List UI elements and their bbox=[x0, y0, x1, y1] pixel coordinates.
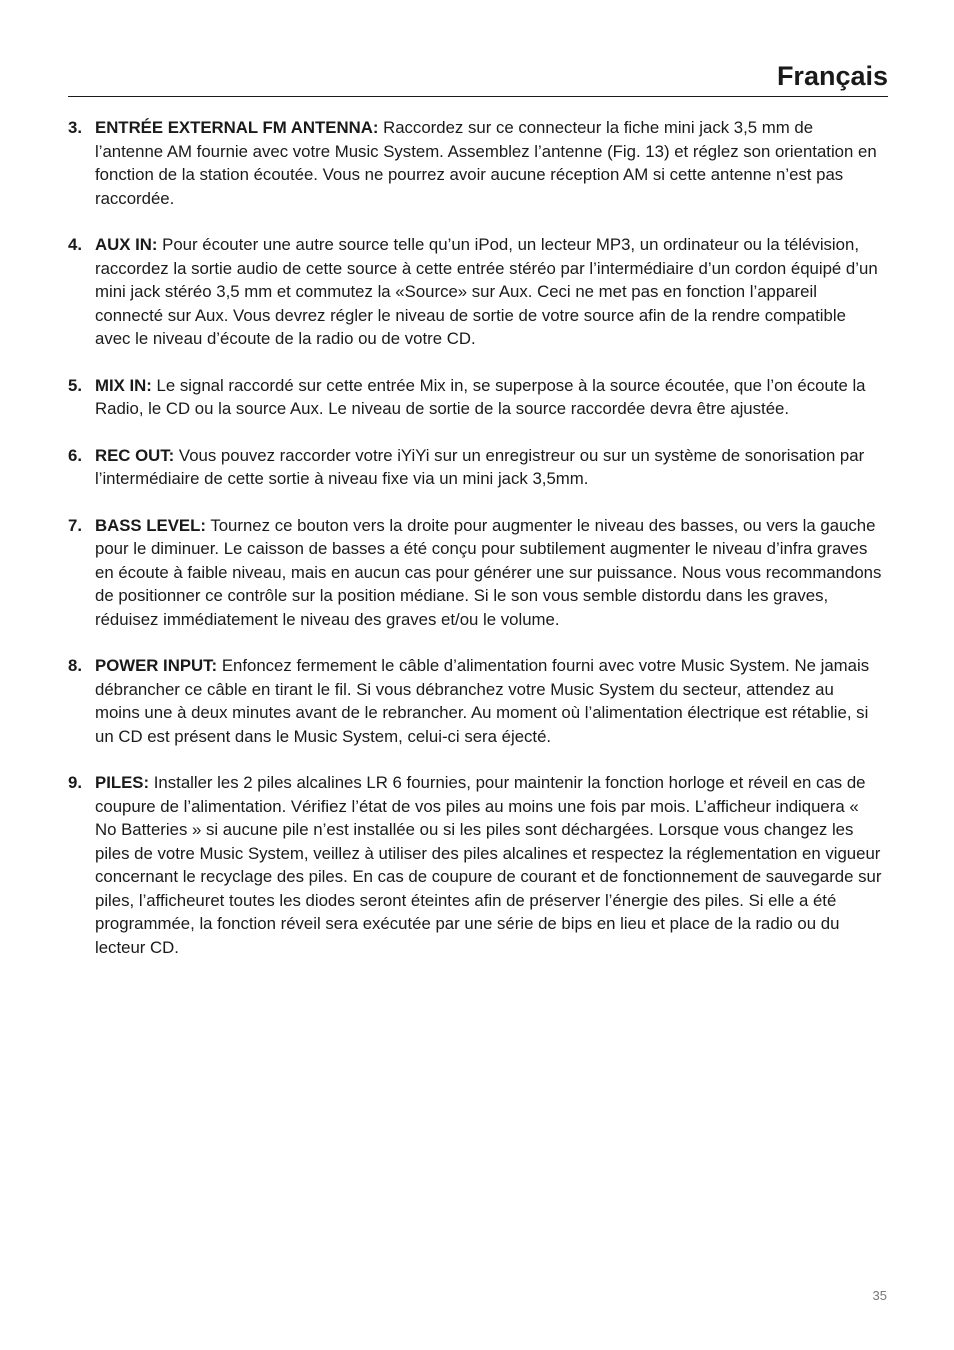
list-item bbox=[68, 771, 883, 959]
page-header bbox=[68, 58, 888, 97]
item-term: BASS LEVEL: bbox=[95, 515, 206, 535]
list-item bbox=[68, 444, 883, 491]
list-item bbox=[68, 654, 883, 748]
list-item bbox=[68, 514, 883, 632]
item-text: Installer les 2 piles alcalines LR 6 fournies, pour maintenir la fonction horloge et réveil en cas de coupure de l’alimentation. Vérifiez l’état de vos piles au moins une fois par mois. L’afficheur indiquera « No Batteries » si aucune pile n’est installée ou si les piles sont déchargées. Lorsque vous changez les piles de votre Music System, veillez à utiliser des piles alcalines et respectez la réglementation en vigueur concernant le recyclage des piles. En cas de coupure de courant et de fonctionnement de sauvegarde sur piles, l’afficheuret toutes les diodes seront éteintes afin de préserver l’énergie des piles. Si elle a été programmée, la fonction réveil sera exécutée par une série de bips en lieu et place de la radio ou du lecteur CD. bbox=[95, 773, 882, 957]
item-text: Vous pouvez raccorder votre iYiYi sur un enregistreur ou sur un système de sonorisation par l’intermédiaire de cette sortie à niveau fixe via un mini jack 3,5mm. bbox=[95, 445, 865, 488]
item-term: POWER INPUT: bbox=[95, 656, 218, 675]
item-term: PILES: bbox=[95, 773, 150, 792]
page-title: Français bbox=[776, 61, 888, 91]
item-number: 7. bbox=[68, 515, 82, 535]
list-item bbox=[68, 233, 883, 351]
page-number: 35 bbox=[872, 1288, 887, 1303]
item-term: MIX IN: bbox=[95, 375, 152, 395]
item-term: REC OUT: bbox=[95, 445, 175, 465]
item-number: 4. bbox=[68, 235, 82, 254]
instruction-list bbox=[68, 116, 883, 982]
item-text: Tournez ce bouton vers la droite pour augmenter le niveau des basses, ou vers la gauche pour le diminuer. Le caisson de basses a été conçu pour subtilement augmenter le niveau d’infra graves en écoute à faible niveau, mais en aucun cas pour générer une sur puissance. Nous vous recommandons de positionner ce contrôle sur la position médiane. Si le son vous semble distordu dans les graves, réduisez immédiatement le niveau des graves et/ou le volume. bbox=[95, 515, 882, 629]
item-term: ENTRÉE EXTERNAL FM ANTENNA: bbox=[95, 118, 379, 137]
item-number: 8. bbox=[68, 656, 82, 675]
item-text: Raccordez sur ce connecteur la fiche mini jack 3,5 mm de l’antenne AM fournie avec votre Music System. Assemblez l’antenne (Fig. 13) et réglez son orientation en fonction de la station écoutée. Vous ne pourrez avoir aucune réception AM si cette antenne n’est pas raccordée. bbox=[95, 118, 877, 208]
item-text: Pour écouter une autre source telle qu’un iPod, un lecteur MP3, un ordinateur ou la télévision, raccordez la sortie audio de cette source à cette entrée stéréo par l’intermédiaire d’un cordon équipé d’un mini jack stéréo 3,5 mm et commutez la «Source» sur Aux. Ceci ne met pas en fonction l’appareil connecté sur Aux. Vous devrez régler le niveau de sortie de votre source afin de la rendre compatible avec le niveau d’écoute de la radio ou de votre CD. bbox=[95, 235, 878, 348]
item-number: 9. bbox=[68, 773, 82, 792]
list-item bbox=[68, 374, 883, 421]
item-number: 6. bbox=[68, 445, 82, 465]
list-item bbox=[68, 116, 883, 210]
item-number: 3. bbox=[68, 118, 82, 137]
item-text: Enfoncez fermement le câble d’alimentation fourni avec votre Music System. Ne jamais débrancher ce câble en tirant le fil. Si vous débranchez votre Music System du secteur, attendez au moins une à deux minutes avant de le rebrancher. Au moment où l’alimentation électrique est rétablie, si un CD est présent dans le Music System, celui-ci sera éjecté. bbox=[95, 656, 870, 746]
item-number: 5. bbox=[68, 375, 82, 395]
item-term: AUX IN: bbox=[95, 235, 158, 254]
item-text: Le signal raccordé sur cette entrée Mix in, se superpose à la source écoutée, que l’on écoute la Radio, le CD ou la source Aux. Le niveau de sortie de la source raccordée devra être ajustée. bbox=[95, 375, 866, 418]
